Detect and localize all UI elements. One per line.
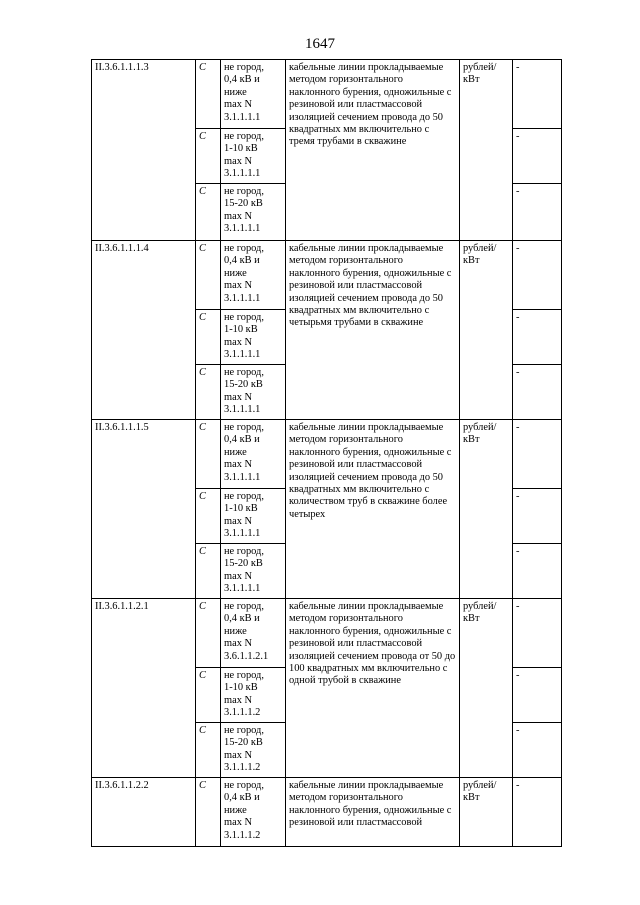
category-cell: С [196,365,221,420]
item-code: II.3.6.1.1.2.1 [92,599,196,778]
category-cell: С [196,544,221,599]
category-cell: С [196,129,221,184]
description-cell: кабельные линии прокладываемые методом горизонтального наклонного бурения, одножильные с резиновой или пластмассовой изоляцией сечением провода до 50 квадратных мм включительно с количеством труб в скважине более четырех [286,420,460,599]
value-cell: - [513,544,562,599]
item-code: II.3.6.1.1.1.4 [92,241,196,420]
category-cell: С [196,599,221,668]
description-cell: кабельные линии прокладываемые методом горизонтального наклонного бурения, одножильные с резиновой или пластмассовой [286,778,460,847]
value-cell: - [513,129,562,184]
category-cell: С [196,241,221,310]
unit-cell: рублей/ кВт [460,420,513,599]
condition-cell: не город, 15-20 кВ max N 3.1.1.1.1 [221,184,286,241]
description-cell: кабельные линии прокладываемые методом горизонтального наклонного бурения, одножильные с резиновой или пластмассовой изоляцией сечением провода от 50 до 100 квадратных мм включительно с одной трубой в скважине [286,599,460,778]
table-row [92,420,562,489]
condition-cell: не город, 15-20 кВ max N 3.1.1.1.2 [221,723,286,778]
category-cell: С [196,60,221,129]
value-cell: - [513,310,562,365]
condition-cell: не город, 0,4 кВ и ниже max N 3.1.1.1.2 [221,778,286,847]
condition-cell: не город, 1-10 кВ max N 3.1.1.1.2 [221,668,286,723]
value-cell: - [513,365,562,420]
condition-cell: не город, 1-10 кВ max N 3.1.1.1.1 [221,129,286,184]
description-cell: кабельные линии прокладываемые методом горизонтального наклонного бурения, одножильные с резиновой или пластмассовой изоляцией сечением провода до 50 квадратных мм включительно с четырьмя трубами в скважине [286,241,460,420]
category-cell: С [196,310,221,365]
condition-cell: не город, 0,4 кВ и ниже max N 3.6.1.1.2.1 [221,599,286,668]
tariff-table [91,59,562,847]
category-cell: С [196,778,221,847]
condition-cell: не город, 1-10 кВ max N 3.1.1.1.1 [221,310,286,365]
condition-cell: не город, 0,4 кВ и ниже max N 3.1.1.1.1 [221,60,286,129]
value-cell: - [513,420,562,489]
unit-cell: рублей/ кВт [460,599,513,778]
table-row [92,778,562,847]
category-cell: С [196,420,221,489]
condition-cell: не город, 15-20 кВ max N 3.1.1.1.1 [221,544,286,599]
table-row [92,60,562,129]
value-cell: - [513,184,562,241]
category-cell: С [196,489,221,544]
condition-cell: не город, 0,4 кВ и ниже max N 3.1.1.1.1 [221,420,286,489]
unit-cell: рублей/ кВт [460,241,513,420]
value-cell: - [513,599,562,668]
unit-cell: рублей/ кВт [460,60,513,241]
condition-cell: не город, 1-10 кВ max N 3.1.1.1.1 [221,489,286,544]
unit-cell: рублей/ кВт [460,778,513,847]
page-number: 1647 [305,36,335,52]
value-cell: - [513,241,562,310]
table-row [92,599,562,668]
value-cell: - [513,489,562,544]
category-cell: С [196,723,221,778]
tariff-table-body [92,60,562,847]
value-cell: - [513,778,562,847]
value-cell: - [513,668,562,723]
condition-cell: не город, 15-20 кВ max N 3.1.1.1.1 [221,365,286,420]
category-cell: С [196,668,221,723]
condition-cell: не город, 0,4 кВ и ниже max N 3.1.1.1.1 [221,241,286,310]
category-cell: С [196,184,221,241]
value-cell: - [513,723,562,778]
item-code: II.3.6.1.1.2.2 [92,778,196,847]
item-code: II.3.6.1.1.1.3 [92,60,196,241]
table-row [92,241,562,310]
description-cell: кабельные линии прокладываемые методом горизонтального наклонного бурения, одножильные с резиновой или пластмассовой изоляцией сечением провода до 50 квадратных мм включительно с тремя трубами в скважине [286,60,460,241]
item-code: II.3.6.1.1.1.5 [92,420,196,599]
value-cell: - [513,60,562,129]
